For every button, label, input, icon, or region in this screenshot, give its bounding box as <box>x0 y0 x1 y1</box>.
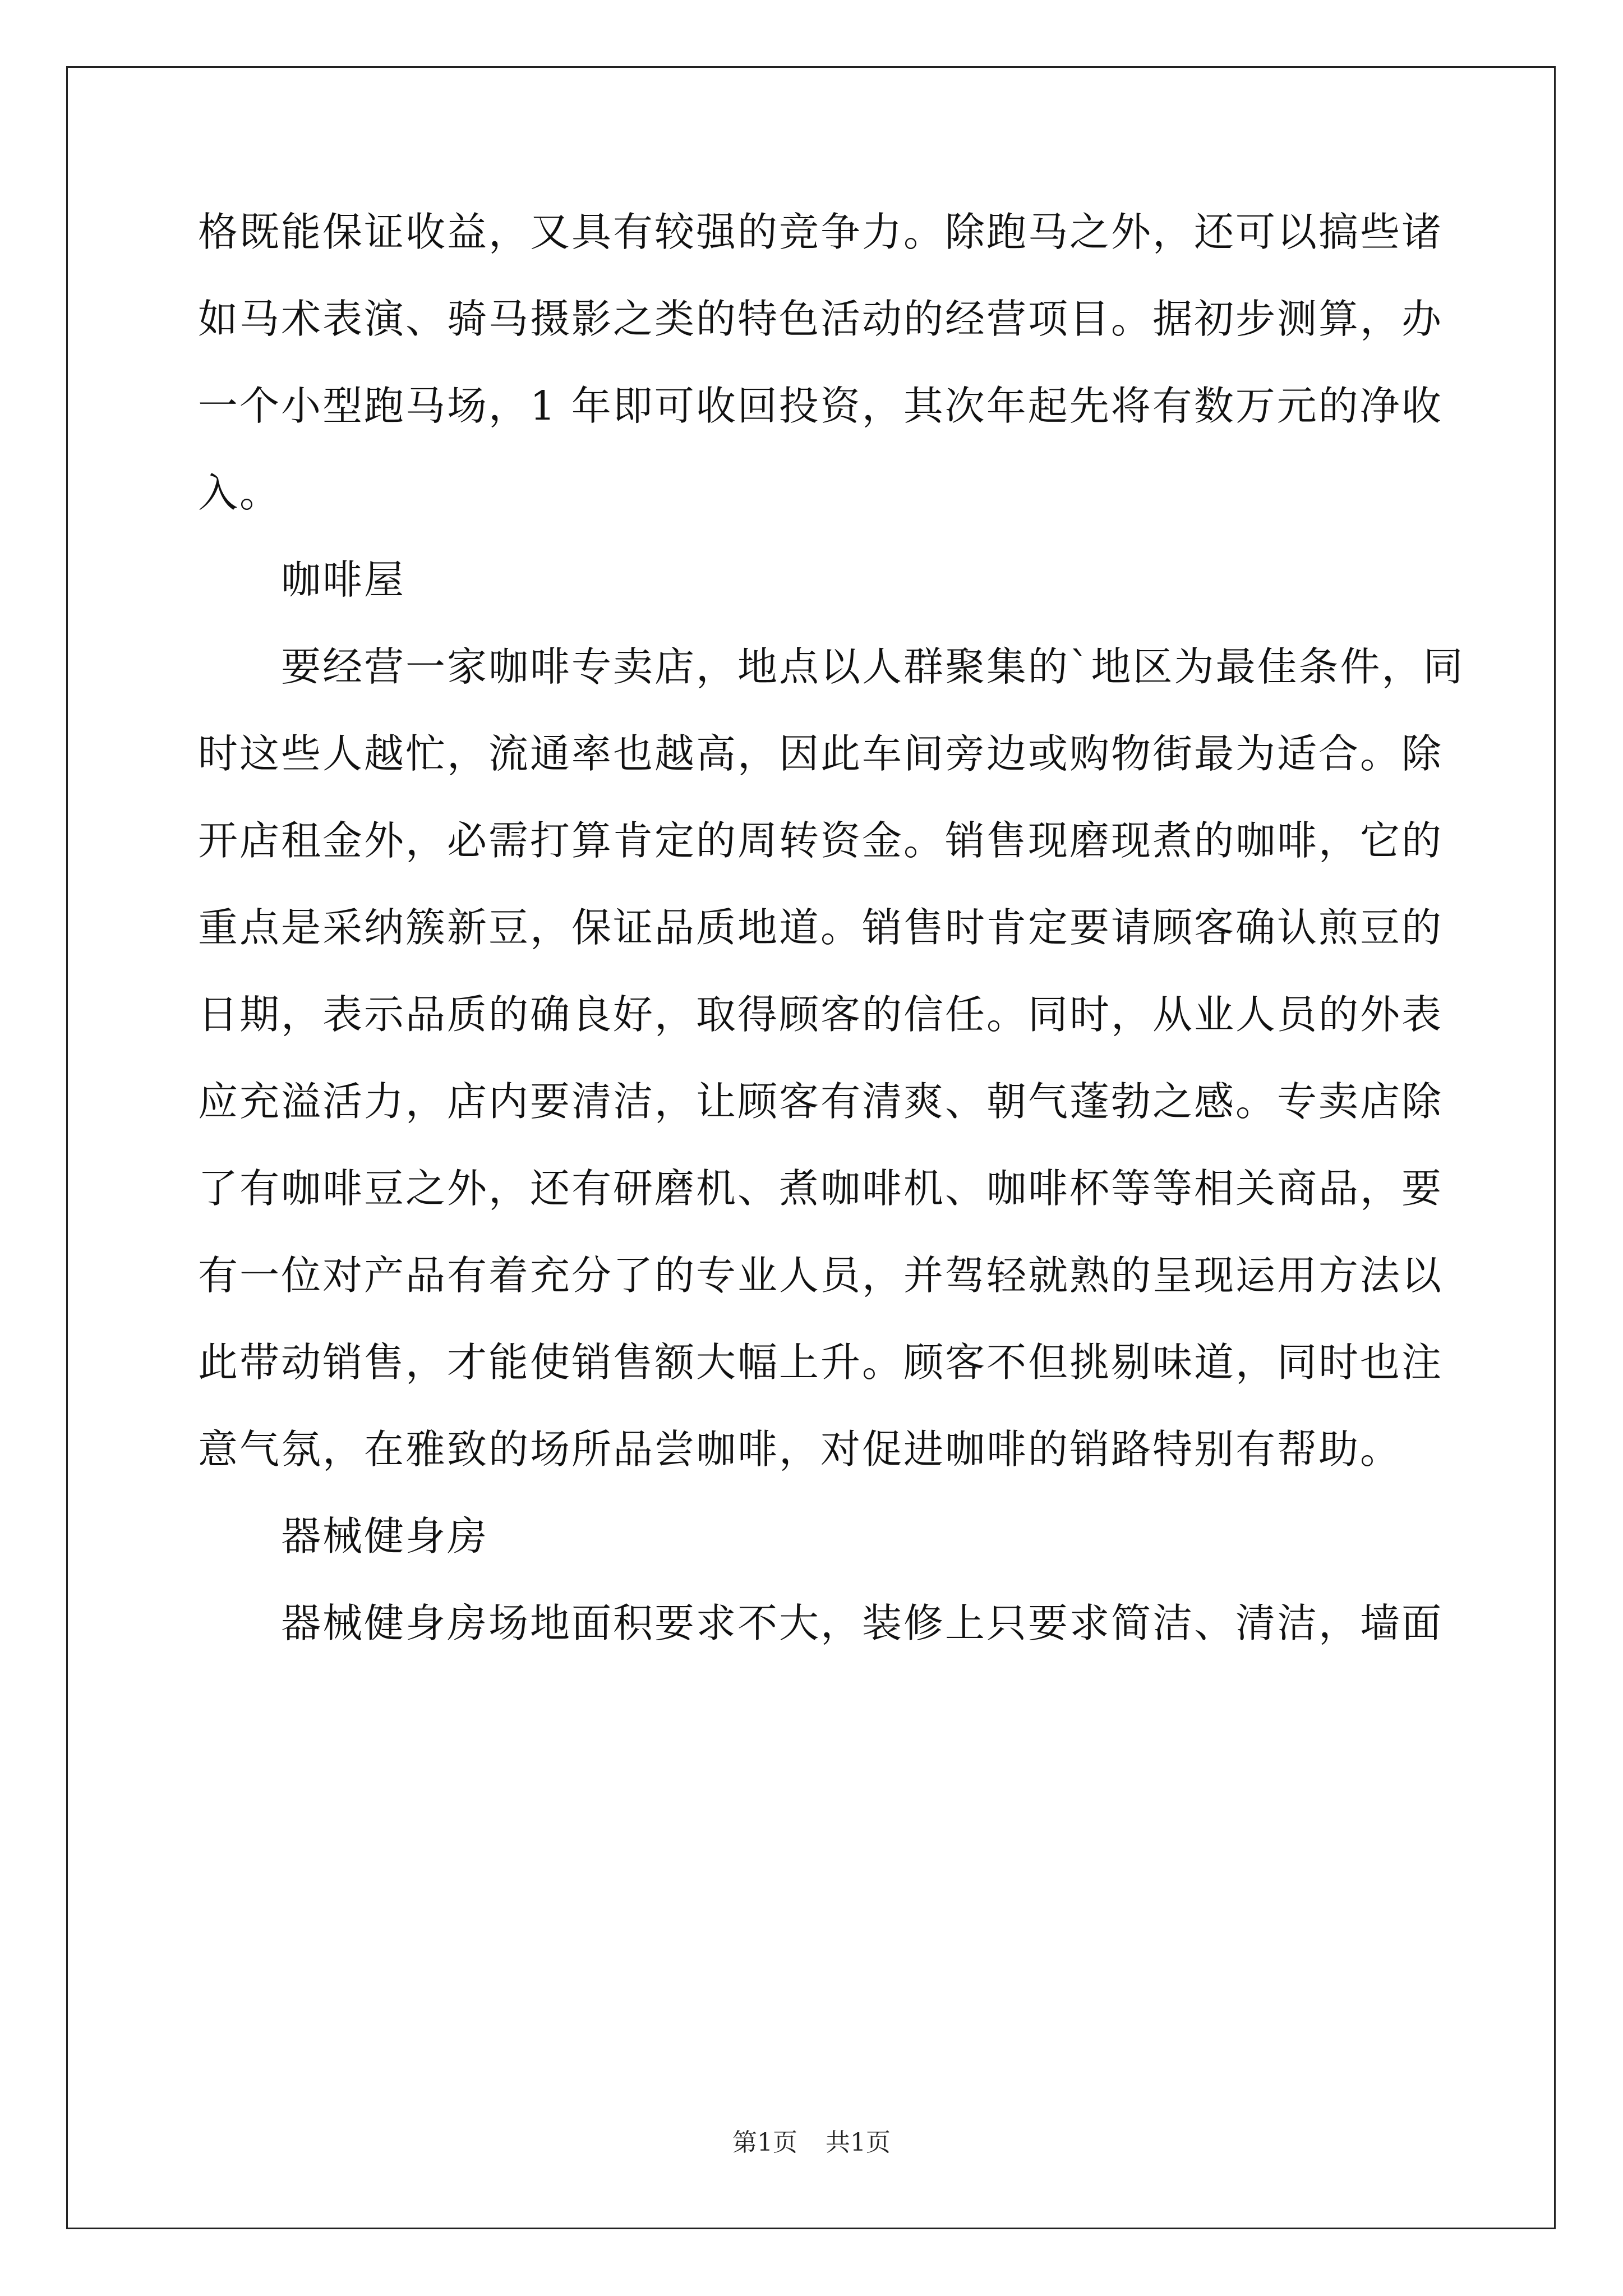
paragraph-line: 格既能保证收益，又具有较强的竞争力。除跑马之外，还可以搞些诸 <box>198 209 1444 255</box>
paragraph-line: 要经营一家咖啡专卖店，地点以人群聚集的`地区为最佳条件，同 <box>281 643 1465 690</box>
paragraph-line: 重点是采纳簇新豆，保证品质地道。销售时肯定要请顾客确认煎豆的 <box>198 904 1444 951</box>
paragraph-line: 器械健身房场地面积要求不大，装修上只要求简洁、清洁，墙面 <box>281 1600 1444 1646</box>
page-total: 共1页 <box>826 2128 891 2157</box>
paragraph-line: 如马术表演、骑马摄影之类的特色活动的经营项目。据初步测算，办 <box>198 296 1444 342</box>
paragraph-line: 应充溢活力，店内要清洁，让顾客有清爽、朝气蓬勃之感。专卖店除 <box>198 1078 1444 1125</box>
page-footer <box>0 2129 1623 2157</box>
paragraph-line: 日期，表示品质的确良好，取得顾客的信任。同时，从业人员的外表 <box>198 991 1444 1038</box>
section-heading: 器械健身房 <box>281 1513 489 1559</box>
page-number: 第1页 <box>732 2128 797 2157</box>
paragraph-line: 开店租金外，必需打算肯定的周转资金。销售现磨现煮的咖啡，它的 <box>198 817 1444 864</box>
section-heading: 咖啡屋 <box>281 556 406 603</box>
paragraph-line: 了有咖啡豆之外，还有研磨机、煮咖啡机、咖啡杯等等相关商品，要 <box>198 1165 1444 1212</box>
paragraph-line: 时这些人越忙，流通率也越高，因此车间旁边或购物街最为适合。除 <box>198 730 1444 777</box>
paragraph-line: 入。 <box>198 470 282 516</box>
paragraph-line: 一个小型跑马场，1 年即可收回投资，其次年起先将有数万元的净收 <box>198 383 1443 429</box>
paragraph-line: 有一位对产品有着充分了的专业人员，并驾轻就熟的呈现运用方法以 <box>198 1252 1444 1299</box>
paragraph-line: 此带动销售，才能使销售额大幅上升。顾客不但挑剔味道，同时也注 <box>198 1339 1444 1386</box>
paragraph-line: 意气氛，在雅致的场所品尝咖啡，对促进咖啡的销路特别有帮助。 <box>198 1426 1402 1473</box>
